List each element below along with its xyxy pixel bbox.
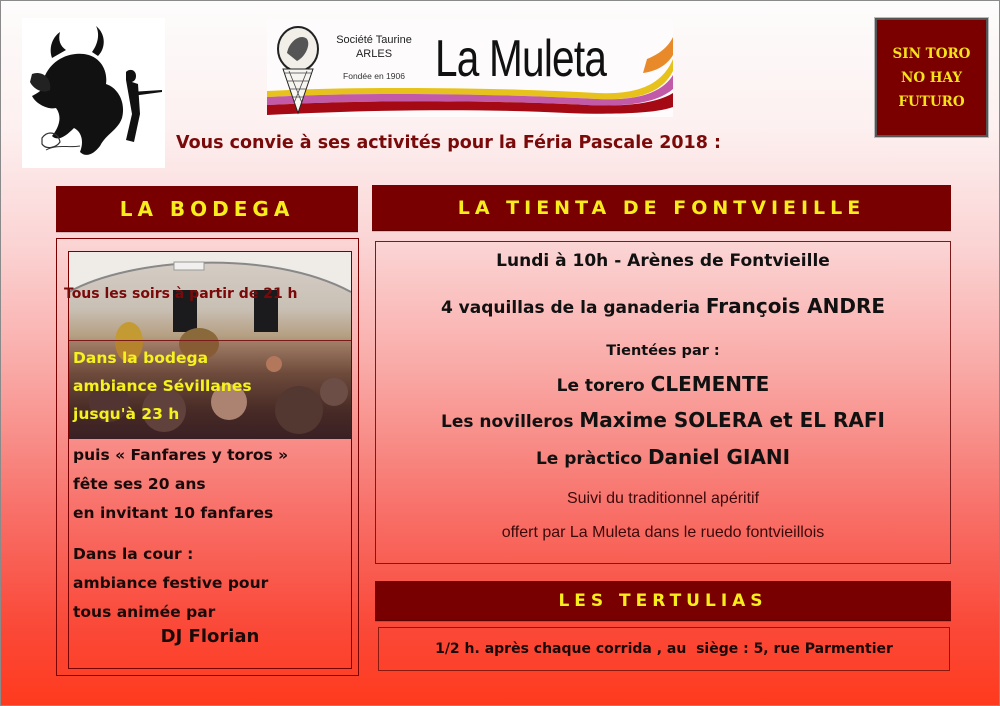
dj-name: DJ Florian [160, 626, 260, 647]
torero-name: CLEMENTE [650, 372, 770, 396]
every-evening-text: Tous les soirs à partir de 21 h [64, 286, 298, 302]
la-muleta-title: La Muleta [435, 30, 607, 88]
la-muleta-banner [267, 19, 673, 117]
tertulias-info: 1/2 h. après chaque corrida , au siège : 5, rue Parmentier [378, 627, 950, 671]
bodega-sevillanes-text: Dans la bodega ambiance Sévillanes jusqu'à 23 h [73, 349, 252, 423]
tienta-details [375, 241, 951, 564]
tienta-header: LA TIENTA DE FONTVIEILLE [372, 185, 951, 231]
tientees-label: Tientées par : [606, 343, 720, 359]
bull-matador-drawing-icon [22, 18, 165, 168]
bull-logo [22, 18, 165, 168]
torero-line: Le torero CLEMENTE [556, 372, 770, 396]
tienta-vaquillas: 4 vaquillas de la ganaderia François ANDRE [440, 294, 886, 318]
practico-name: Daniel GIANI [647, 445, 791, 469]
sin-toro-slogan: SIN TORO NO HAY FUTURO [875, 18, 988, 137]
ganadero-name: François ANDRE [705, 294, 886, 318]
aperitif-line-2: offert par La Muleta dans le ruedo fontvieillois [501, 524, 825, 541]
founded-text: Fondée en 1906 [343, 71, 405, 81]
practico-line: Le pràctico Daniel GIANI [535, 445, 791, 469]
bodega-header: LA BODEGA [56, 186, 358, 232]
aperitif-line-1: Suivi du traditionnel apéritif [566, 490, 760, 507]
novilleros-line: Les novilleros Maxime SOLERA et EL RAFI [441, 408, 885, 432]
cour-text: Dans la cour : ambiance festive pour tous animée par [73, 545, 269, 621]
novilleros-names: Maxime SOLERA et EL RAFI [579, 408, 885, 432]
taurine-society-seal-icon [275, 23, 321, 115]
invitation-heading: Vous convie à ses activités pour la Féria Pascale 2018 : [176, 133, 721, 153]
tienta-when-where: Lundi à 10h - Arènes de Fontvieille [496, 251, 830, 271]
fanfares-text: puis « Fanfares y toros » fête ses 20 ans en invitant 10 fanfares [73, 446, 289, 522]
tertulias-header: LES TERTULIAS [375, 581, 951, 621]
society-name: Société Taurine ARLES [336, 34, 412, 60]
